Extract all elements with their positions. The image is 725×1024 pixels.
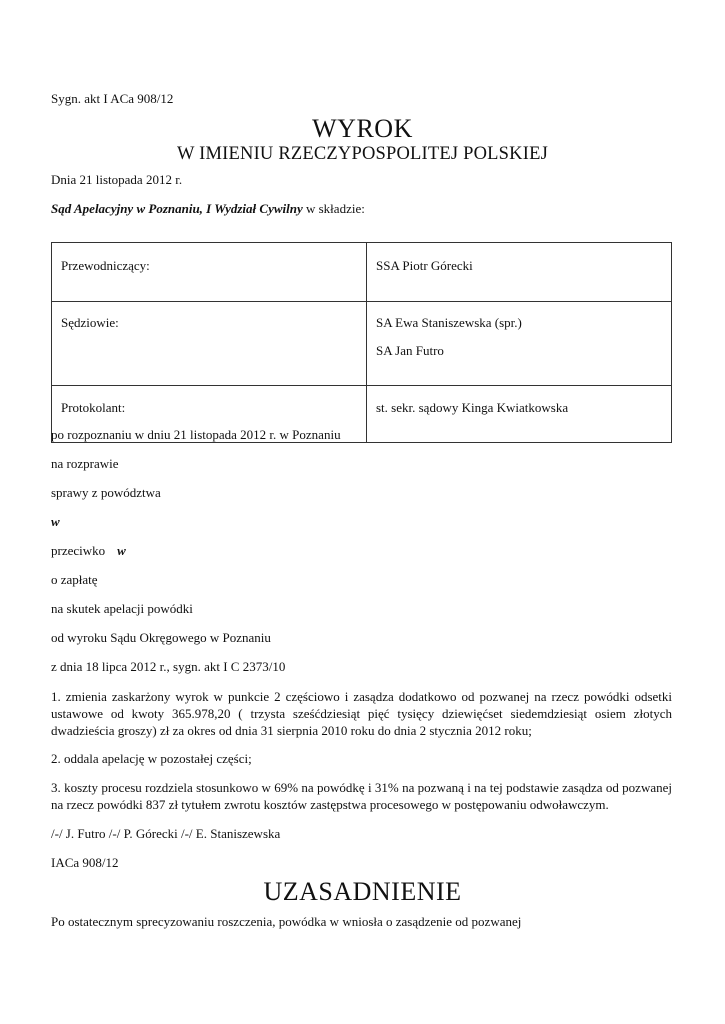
document-title: WYROK — [312, 114, 413, 143]
court-name: Sąd Apelacyjny w Poznaniu, I Wydział Cywilny — [51, 201, 303, 216]
defendant-name: w — [117, 543, 126, 558]
panel-member: SSA Piotr Górecki — [367, 243, 672, 302]
panel-row-judges — [52, 302, 672, 386]
panel-member: SA Jan Futro — [376, 343, 444, 358]
case-signature: Sygn. akt I ACa 908/12 — [51, 91, 174, 106]
justification-first-line: Po ostatecznym sprecyzowaniu roszczenia, powódka w wniosła o zasądzenie od pozwanej — [51, 914, 522, 929]
ruling-point-3: 3. koszty procesu rozdziela stosunkowo w 69% na powódkę i 31% na pozwaną i na tej podstawie zasądza od pozwanej na rzecz powódki 837 zł tytułem zwrotu kosztów zastępstwa procesowego w postępowaniu odwoławczym. — [51, 780, 672, 812]
signatures: /-/ J. Futro /-/ P. Górecki /-/ E. Staniszewska — [51, 826, 281, 841]
plaintiff-name: w — [51, 514, 60, 529]
ruling-date: Dnia 21 listopada 2012 r. — [51, 172, 183, 187]
panel-member: SA Ewa Staniszewska (spr.) — [376, 315, 522, 330]
panel-role: Przewodniczący: — [52, 243, 367, 302]
proceedings-line: od wyroku Sądu Okręgowego w Poznaniu — [51, 630, 271, 645]
proceedings-line: sprawy z powództwa — [51, 485, 161, 500]
panel-members — [367, 302, 672, 386]
defendant-line — [51, 543, 126, 559]
court-composition-suffix: w składzie: — [302, 201, 365, 216]
against-label: przeciwko — [51, 543, 106, 558]
proceedings-line: o zapłatę — [51, 572, 98, 587]
proceedings-line: na rozprawie — [51, 456, 119, 471]
panel-member: st. sekr. sądowy Kinga Kwiatkowska — [367, 386, 672, 443]
ruling-point-1: 1. zmienia zaskarżony wyrok w punkcie 2 częściowo i zasądza dodatkowo od pozwanej na rzecz powódki odsetki ustawowe od kwoty 365.978,20 ( trzysta sześćdziesiąt pięć tysięcy dziewięćset siedemdziesiąt osiem złotych dwadzieścia groszy) zł za okres od dnia 31 sierpnia 2010 roku do dnia 2 stycznia 2012 roku; — [51, 689, 672, 738]
panel-row-presiding — [52, 243, 672, 302]
proceedings-line: na skutek apelacji powódki — [51, 601, 193, 616]
panel-role: Protokolant: — [52, 386, 367, 443]
panel-role: Sędziowie: — [52, 302, 367, 386]
court-composition-line — [51, 201, 365, 217]
proceedings-line: z dnia 18 lipca 2012 r., sygn. akt I C 2373/10 — [51, 659, 286, 674]
ruling-point-2: 2. oddala apelację w pozostałej części; — [51, 751, 252, 766]
justification-signature: IACa 908/12 — [51, 855, 119, 870]
proceedings-line: po rozpoznaniu w dniu 21 listopada 2012 r. w Poznaniu — [51, 427, 341, 442]
document-subtitle: W IMIENIU RZECZYPOSPOLITEJ POLSKIEJ — [176, 144, 548, 164]
justification-title: UZASADNIENIE — [263, 877, 462, 906]
panel-table — [51, 242, 672, 443]
